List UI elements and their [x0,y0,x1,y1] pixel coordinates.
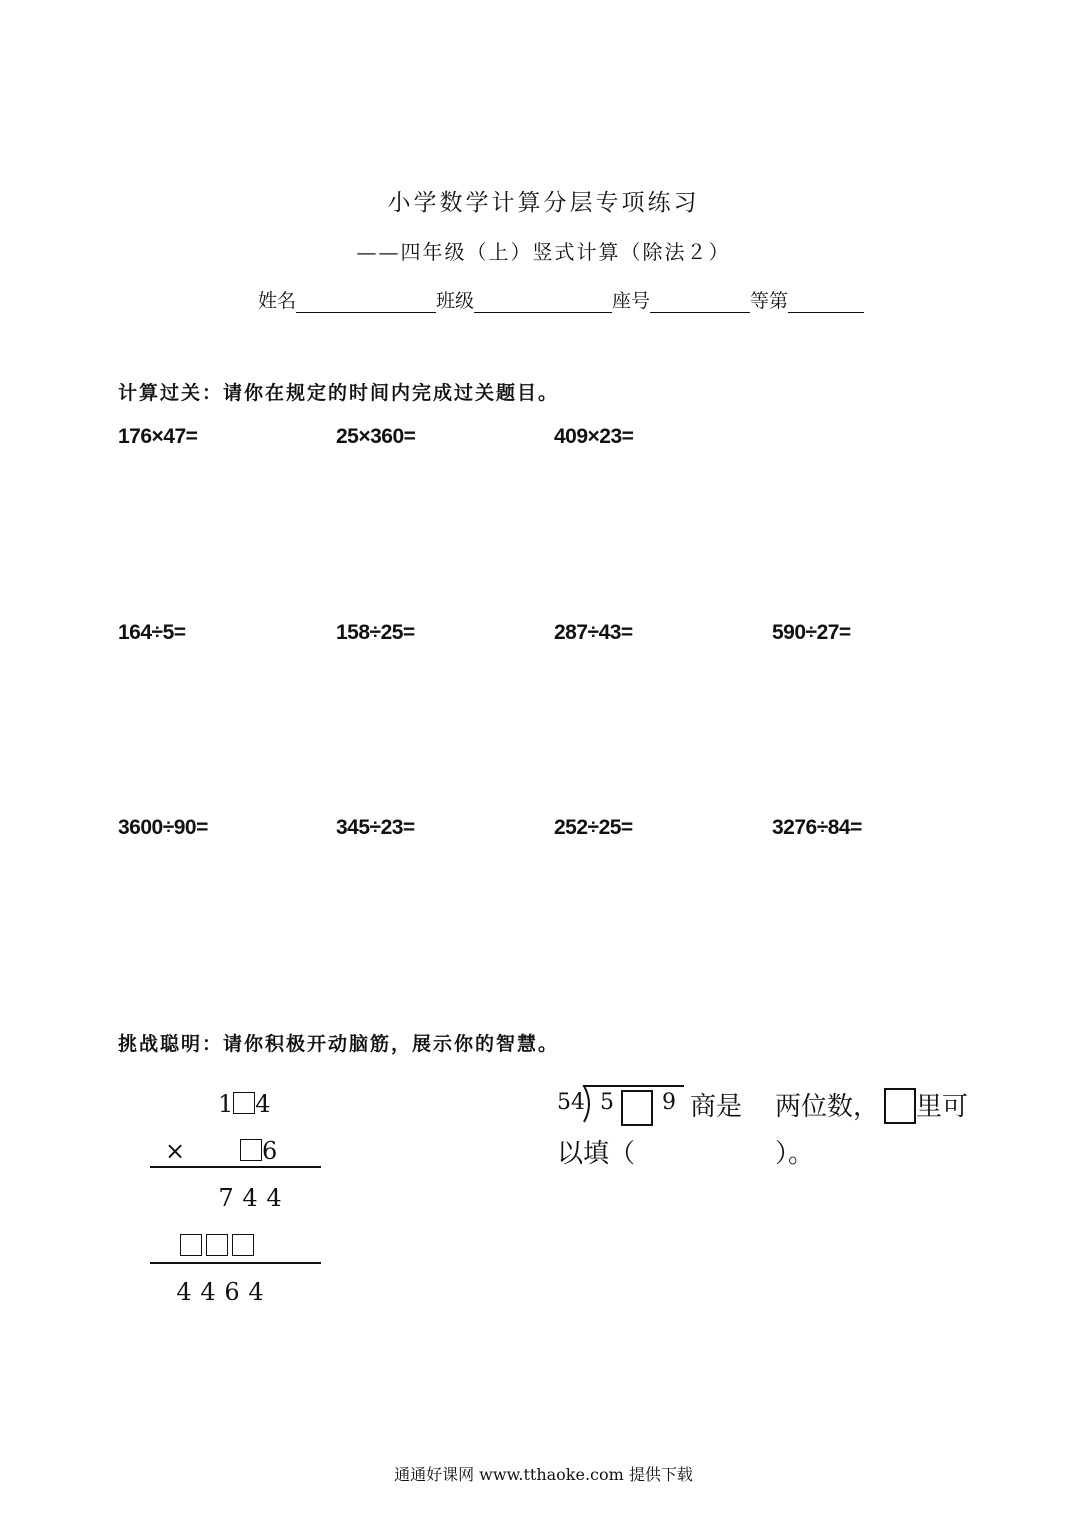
blank-box[interactable] [232,1234,254,1256]
blank-box[interactable] [180,1234,202,1256]
question-text: 商是 [690,1092,743,1122]
problem: 164÷5= [118,621,186,644]
grade-label: 等第 [750,290,789,312]
problem: 252÷25= [554,816,633,839]
digit: 7 [218,1184,234,1212]
blank-box[interactable] [621,1090,653,1126]
problem: 590÷27= [772,621,851,644]
seat-label: 座号 [612,290,651,312]
problem: 287÷43= [554,621,633,644]
problem: 25×360= [336,425,416,448]
class-label: 班级 [436,290,475,312]
question-text: ）。 [775,1139,815,1169]
digit: 4 [176,1278,192,1306]
blank-box[interactable] [233,1092,255,1114]
page-title: 小学数学计算分层专项练习 [387,190,700,216]
question-text: 里可 [916,1092,969,1122]
answer-box[interactable] [884,1088,916,1124]
digit: 4 [242,1184,258,1212]
problem: 3276÷84= [772,816,862,839]
problem: 3600÷90= [118,816,208,839]
problem: 158÷25= [336,621,415,644]
footer-credit: 通通好课网 www.tthaoke.com 提供下载 [394,1465,693,1484]
name-label: 姓名 [258,290,297,312]
problem: 409×23= [554,425,634,448]
rule-line [150,1262,321,1264]
times-sign: × [165,1137,186,1165]
name-field[interactable] [296,286,436,313]
rule-line [150,1166,321,1168]
digit: 4 [255,1090,271,1118]
digit: 4 [200,1278,216,1306]
product-row [172,1278,268,1306]
dividend-last-digit: 9 [662,1090,676,1115]
multiplier-row [240,1137,277,1165]
seat-field[interactable] [650,286,750,313]
question-text: 两位数， [775,1092,880,1122]
problem: 345÷23= [336,816,415,839]
section-heading-challenge: 挑战聪明：请你积极开动脑筋，展示你的智慧。 [118,1033,560,1055]
divisor: 54 [557,1090,585,1115]
digit: 4 [266,1184,282,1212]
digit: 6 [262,1137,278,1165]
section-heading-calculation: 计算过关：请你在规定的时间内完成过关题目。 [118,382,560,404]
multiplicand-row [218,1090,271,1118]
problem: 176×47= [118,425,198,448]
blank-box[interactable] [884,1088,916,1124]
class-field[interactable] [474,286,612,313]
blank-box[interactable] [206,1234,228,1256]
grade-field[interactable] [788,286,864,313]
question-text: 以填（ [557,1139,636,1169]
digit: 6 [224,1278,240,1306]
digit: 4 [248,1278,264,1306]
blank-box[interactable] [240,1139,262,1161]
answer-box[interactable] [621,1090,653,1126]
digit: 1 [218,1090,234,1118]
blank-row [180,1234,254,1258]
dividend-first-digit: 5 [600,1090,614,1115]
student-info-row [258,286,864,313]
partial-product-row [214,1184,286,1212]
page-subtitle: ——四年级（上）竖式计算（除法２） [356,240,731,264]
